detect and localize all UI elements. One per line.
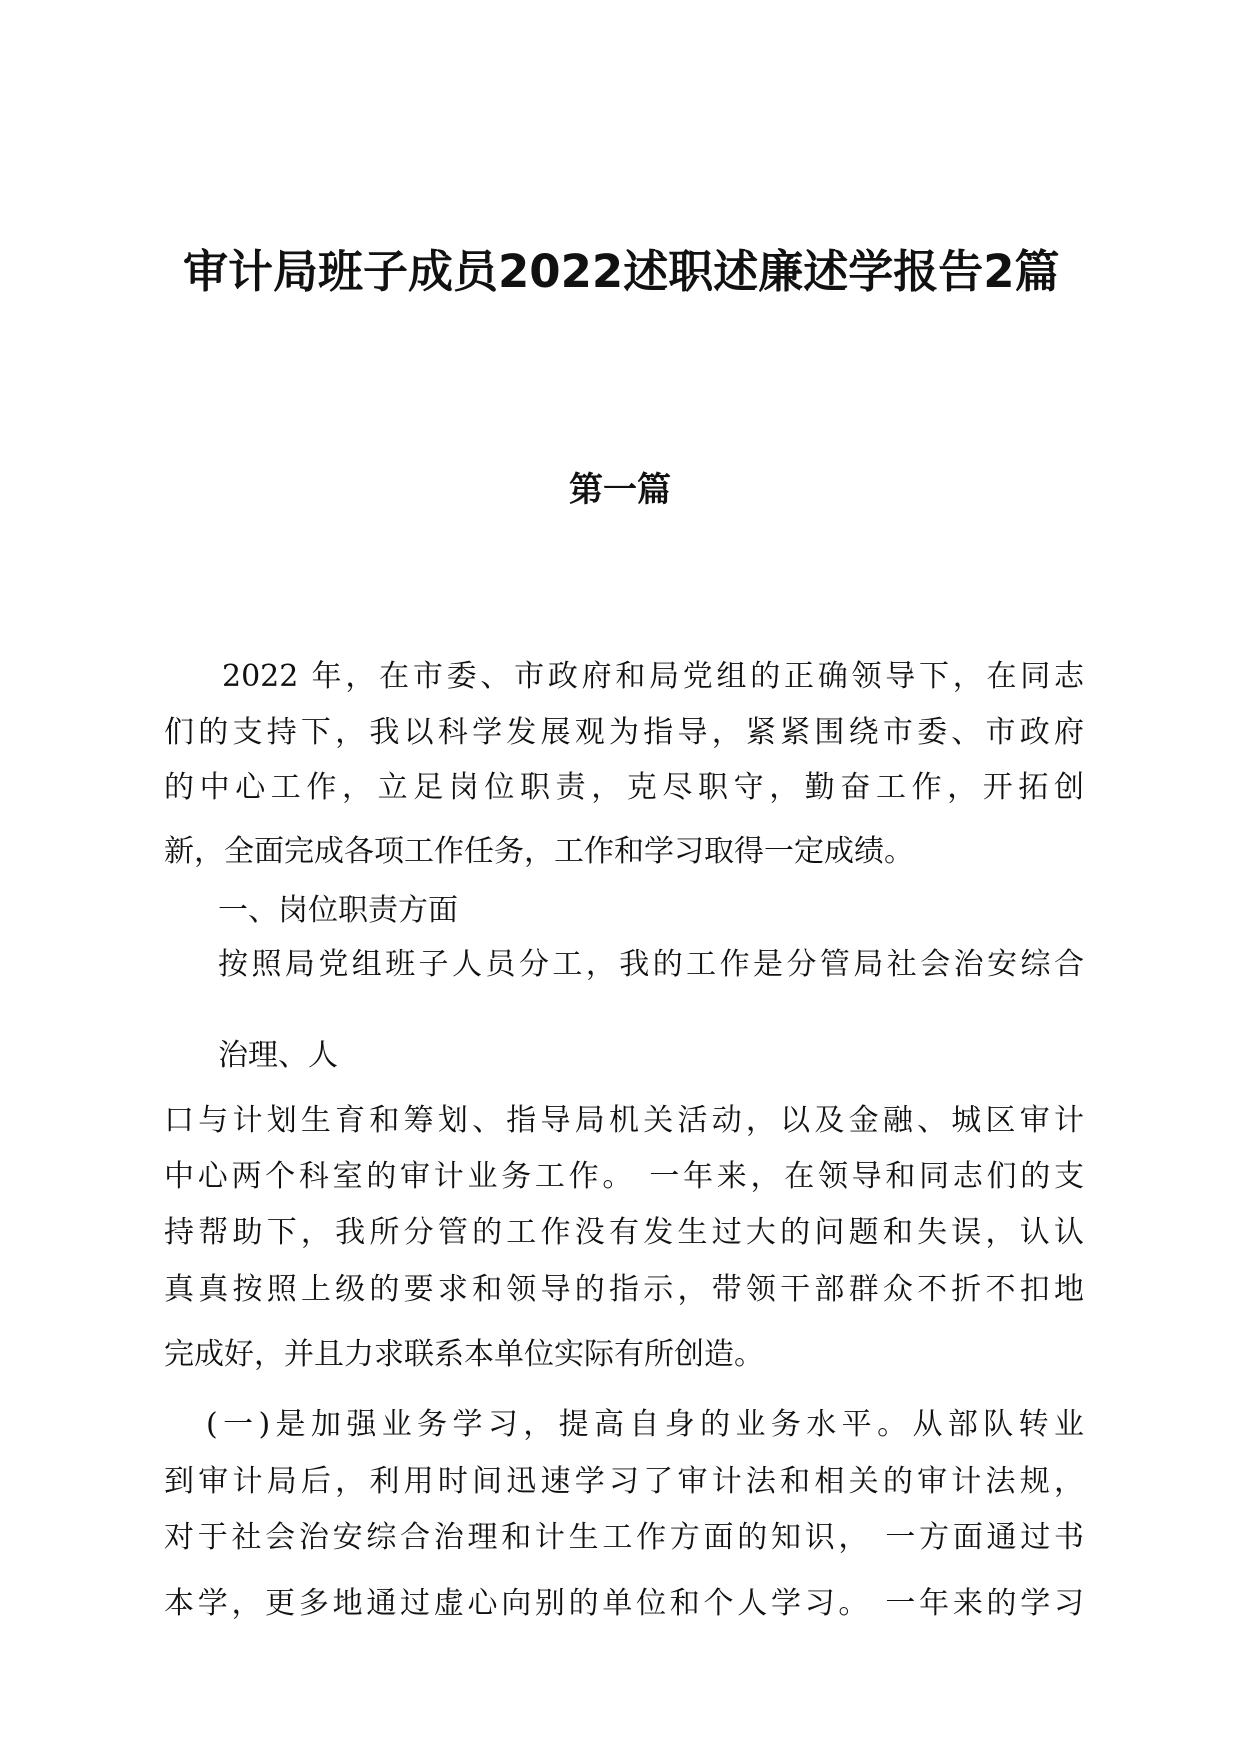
body-line: 2022 年，在市委、市政府和局党组的正确领导下，在同志	[222, 659, 1084, 694]
body-line: 对于社会治安综合治理和计生工作方面的知识， 一方面通过书	[164, 1520, 1084, 1555]
body-line: 的中心工作，立足岗位职责，克尽职守，勤奋工作，开拓创	[164, 770, 1084, 805]
section-subheading: 一、岗位职责方面	[218, 893, 458, 928]
body-line: 真真按照上级的要求和领导的指示，带领干部群众不折不扣地	[164, 1272, 1084, 1307]
body-line: 新，全面完成各项工作任务，工作和学习取得一定成绩。	[164, 834, 914, 869]
body-line: 完成好，并且力求联系本单位实际有所创造。	[164, 1337, 764, 1372]
body-line: 本学，更多地通过虚心向别的单位和个人学习。 一年来的学习	[164, 1586, 1084, 1621]
body-line: 口与计划生育和筹划、指导局机关活动，以及金融、城区审计	[164, 1103, 1084, 1138]
body-line: (一)是加强业务学习，提高自身的业务水平。从部队转业	[206, 1407, 1084, 1442]
body-line: 持帮助下，我所分管的工作没有发生过大的问题和失误，认认	[164, 1215, 1084, 1250]
document-title: 审计局班子成员2022述职述廉述学报告2篇	[183, 245, 1060, 298]
body-line: 治理、人	[218, 1038, 338, 1073]
section-heading: 第一篇	[569, 470, 671, 510]
body-line: 中心两个科室的审计业务工作。 一年来，在领导和同志们的支	[164, 1159, 1084, 1194]
body-line: 按照局党组班子人员分工，我的工作是分管局社会治安综合	[218, 947, 1084, 982]
body-line: 到审计局后，利用时间迅速学习了审计法和相关的审计法规，	[164, 1464, 1084, 1499]
body-line: 们的支持下，我以科学发展观为指导，紧紧围绕市委、市政府	[164, 715, 1084, 750]
